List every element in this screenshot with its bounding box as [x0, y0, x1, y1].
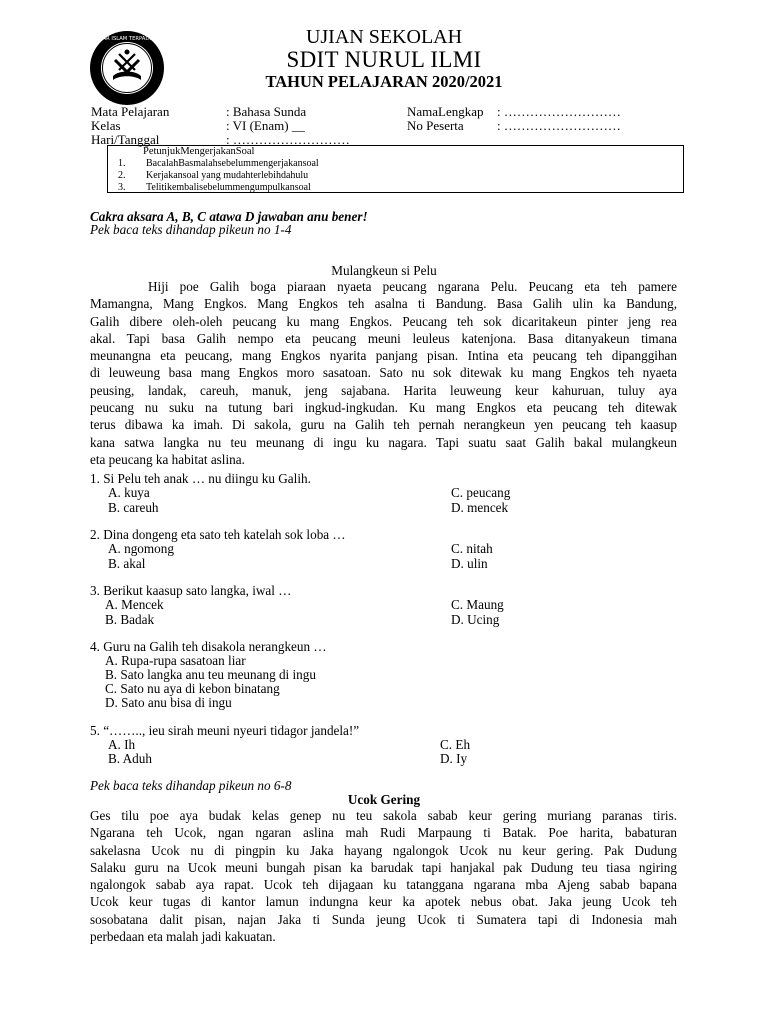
- q4-option-c[interactable]: C. Sato nu aya di kebon binatang: [105, 681, 280, 696]
- main-direction: Cakra aksara A, B, C atawa D jawaban anu bener!: [90, 209, 368, 224]
- class-value: : VI (Enam) __: [226, 118, 305, 133]
- logo-text: SEKOLAH DASAR ISLAM TERPADU · NURUL ILMI: [65, 36, 189, 42]
- question-4: 4. Guru na Galih teh disakola nerangkeun …: [90, 639, 327, 654]
- q5-option-b[interactable]: B. Aduh: [108, 751, 152, 766]
- q3-option-d[interactable]: D. Ucing: [451, 612, 500, 627]
- q2-option-d[interactable]: D. ulin: [451, 556, 488, 571]
- name-field[interactable]: : ………………………: [497, 104, 621, 119]
- number-field[interactable]: : ………………………: [497, 118, 621, 133]
- q2-option-a[interactable]: A. ngomong: [108, 541, 174, 556]
- story1-title: Mulangkeun si Pelu: [331, 263, 437, 278]
- q4-option-d[interactable]: D. Sato anu bisa di ingu: [105, 695, 232, 710]
- q3-option-c[interactable]: C. Maung: [451, 597, 504, 612]
- class-label: Kelas: [91, 118, 121, 133]
- instructions-title: PetunjukMengerjakanSoal: [143, 146, 255, 157]
- exam-title: UJIAN SEKOLAH: [305, 26, 463, 48]
- date-label: Hari/Tanggal: [91, 132, 160, 147]
- q4-option-b[interactable]: B. Sato langka anu teu meunang di ingu: [105, 667, 316, 682]
- name-label: NamaLengkap: [407, 104, 484, 119]
- q3-option-b[interactable]: B. Badak: [105, 612, 155, 627]
- q5-option-d[interactable]: D. Iy: [440, 751, 468, 766]
- story1-text: Hiji poe Galih boga piaraan nyaeta peucang ngarana Pelu. Peucang eta teh pamere Mamangna, Mang Engkos. Mang Engkos teh asalna ti Bandung. Basa Galih ulin ka Bandung, Galih dibere oleh-oleh peucang ku mang Engkos. Peucang teh sok dicaritakeun pinter jeng rea akal. Tapi basa Galih nempo eta peucang meuni leuleus katenjona. Basa ditanyakeun timana meunangna eta peucang, mang Engkos nyarita panjang pisan. Intina eta peucang teh dipanggihan di leuweung basa mang Engkos moro sasatoan. Sato nu sok ditewak ku mang Engkos teh nyaeta peusing, landak, careuh, manuk, jeng sajabana. Harita leuweung keur kahuruan, tuluy aya peucang nu suku na tutung bari ingkud-ingkudan. Ku mang Engkos eta peucang teh ditewak terus dibawa ka imah. Di sakola, guru na Galih teh pernah nerangkeun yen peucang teh kaasup kana satwa langka nu teu meunang di ingu ku nagara. Tapi suatu saat Galih bakal mulangkeun eta peucang ka habitat aslina.: [90, 279, 677, 467]
- instructions-box: [107, 145, 684, 193]
- question-3: 3. Berikut kaasup sato langka, iwal …: [90, 583, 292, 598]
- q1-option-a[interactable]: A. kuya: [108, 485, 150, 500]
- date-value: : ………………………: [226, 132, 350, 147]
- read-direction-1: Pek baca teks dihandap pikeun no 1-4: [90, 222, 292, 237]
- q5-option-a[interactable]: A. Ih: [108, 737, 136, 752]
- q1-option-c[interactable]: C. peucang: [451, 485, 511, 500]
- question-5: 5. “…….., ieu sirah meuni nyeuri tidagor jandela!”: [90, 723, 360, 738]
- story2-title: Ucok Gering: [347, 792, 421, 807]
- q1-option-d[interactable]: D. mencek: [451, 500, 509, 515]
- school-name: SDIT NURUL ILMI: [286, 47, 482, 72]
- academic-year: TAHUN PELAJARAN 2020/2021: [265, 72, 503, 91]
- q4-option-a[interactable]: A. Rupa-rupa sasatoan liar: [105, 653, 246, 668]
- q2-option-c[interactable]: C. nitah: [451, 541, 493, 556]
- instruction-item: 2. Kerjakansoal yang mudahterlebihdahulu: [118, 170, 309, 181]
- subject-label: Mata Pelajaran: [91, 104, 170, 119]
- q3-option-a[interactable]: A. Mencek: [105, 597, 164, 612]
- question-1: 1. Si Pelu teh anak … nu diingu ku Galih.: [90, 471, 311, 486]
- q2-option-b[interactable]: B. akal: [108, 556, 146, 571]
- question-2: 2. Dina dongeng eta sato teh katelah sok loba …: [90, 527, 346, 542]
- q1-option-b[interactable]: B. careuh: [108, 500, 159, 515]
- subject-value: : Bahasa Sunda: [226, 104, 307, 119]
- story2-text: Ges tilu poe aya budak kelas genep nu teu sakola sabab keur gering muriang paranas tiris. Ngarana teh Ucok, ngan ngaran aslina mah Rudi Marpaung ti Batak. Poe harita, babaturan sakelasna Ucok nu di pingpin ku Jaka hayang ngalongok Ucok nu keur gering. Pak Dudung Salaku guru na Ucok meuni bungah pisan ka barudak tapi hanjakal pak Dudung teu tiasa ngiring ngalongok sabab aya rapat. Ucok teh dijagaan ku tatanggana ngarana mba Ajeng sabab bapana Ucok keur tugas di kantor lamun indungna keur ka apotek nebus obat. Jaka jeung Ucok teh sosobatana dalit pisan, najan Jaka ti Sunda jeung Ucok ti Sumatera tapi di Indonesia mah perbedaan eta malah jadi kakuatan.: [90, 808, 677, 945]
- read-direction-2: Pek baca teks dihandap pikeun no 6-8: [90, 778, 292, 793]
- instruction-item: 1. BacalahBasmalahsebelummengerjakansoal: [118, 158, 319, 169]
- q5-option-c[interactable]: C. Eh: [440, 737, 471, 752]
- number-label: No Peserta: [407, 118, 464, 133]
- instruction-item: 3. Telitikembalisebelummengumpulkansoal: [118, 182, 311, 193]
